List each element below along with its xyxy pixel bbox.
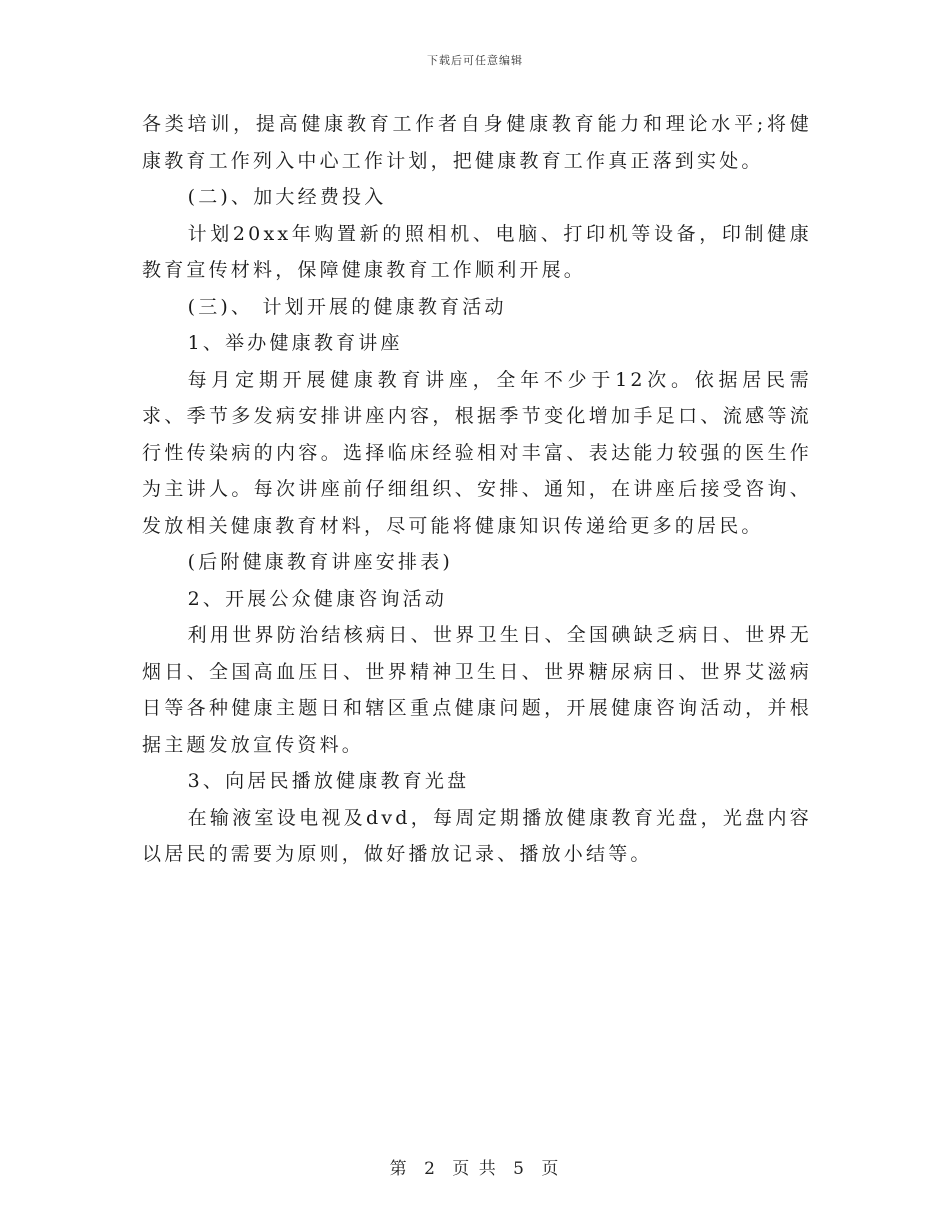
footer-page-number: 2 (424, 1159, 437, 1179)
paragraph-health-lectures: 每月定期开展健康教育讲座，全年不少于12次。依据居民需求、季节多发病安排讲座内容，根据季节变化增加手足口、流感等流行性传染病的内容。选择临床经验相对丰富、表达能力较强的医生作为主讲人。每次讲座前仔细组织、安排、通知，在讲座后接受咨询、发放相关健康教育材料，尽可能将健康知识传递给更多的居民。 (142, 368, 812, 537)
paragraph-play-discs: 在输液室设电视及dvd，每周定期播放健康教育光盘，光盘内容以居民的需要为原则，做好播放记录、播放小结等。 (142, 806, 812, 865)
document-body (142, 106, 812, 873)
footer-prefix: 第 (389, 1159, 409, 1179)
heading-health-lectures: 1、举办健康教育讲座 (187, 332, 403, 354)
paragraph-training-continuation: 各类培训，提高健康教育工作者自身健康教育能力和理论水平;将健康教育工作列入中心工作计划，把健康教育工作真正落到实处。 (142, 113, 812, 172)
note-lecture-schedule: (后附健康教育讲座安排表) (187, 551, 454, 573)
page-footer (0, 1154, 950, 1179)
footer-total-pages: 5 (513, 1159, 526, 1179)
heading-planned-activities: (三)、 计划开展的健康教育活动 (187, 295, 507, 318)
heading-public-consultation: 2、开展公众健康咨询活动 (187, 587, 448, 610)
paragraph-equipment-plan: 计划20xx年购置新的照相机、电脑、打印机等设备，印制健康教育宣传材料，保障健康教育工作顺利开展。 (142, 222, 812, 281)
page-header: 下载后可任意编辑 (427, 54, 523, 67)
heading-play-discs: 3、向居民播放健康教育光盘 (187, 770, 470, 792)
footer-middle: 页 共 (452, 1159, 498, 1179)
heading-increase-funding: (二)、加大经费投入 (187, 186, 387, 208)
paragraph-public-consultation: 利用世界防治结核病日、世界卫生日、全国碘缺乏病日、世界无烟日、全国高血压日、世界精神卫生日、世界糖尿病日、世界艾滋病日等各种健康主题日和辖区重点健康问题，开展健康咨询活动，并根据主题发放宣传资料。 (142, 624, 812, 756)
footer-suffix: 页 (541, 1159, 561, 1179)
